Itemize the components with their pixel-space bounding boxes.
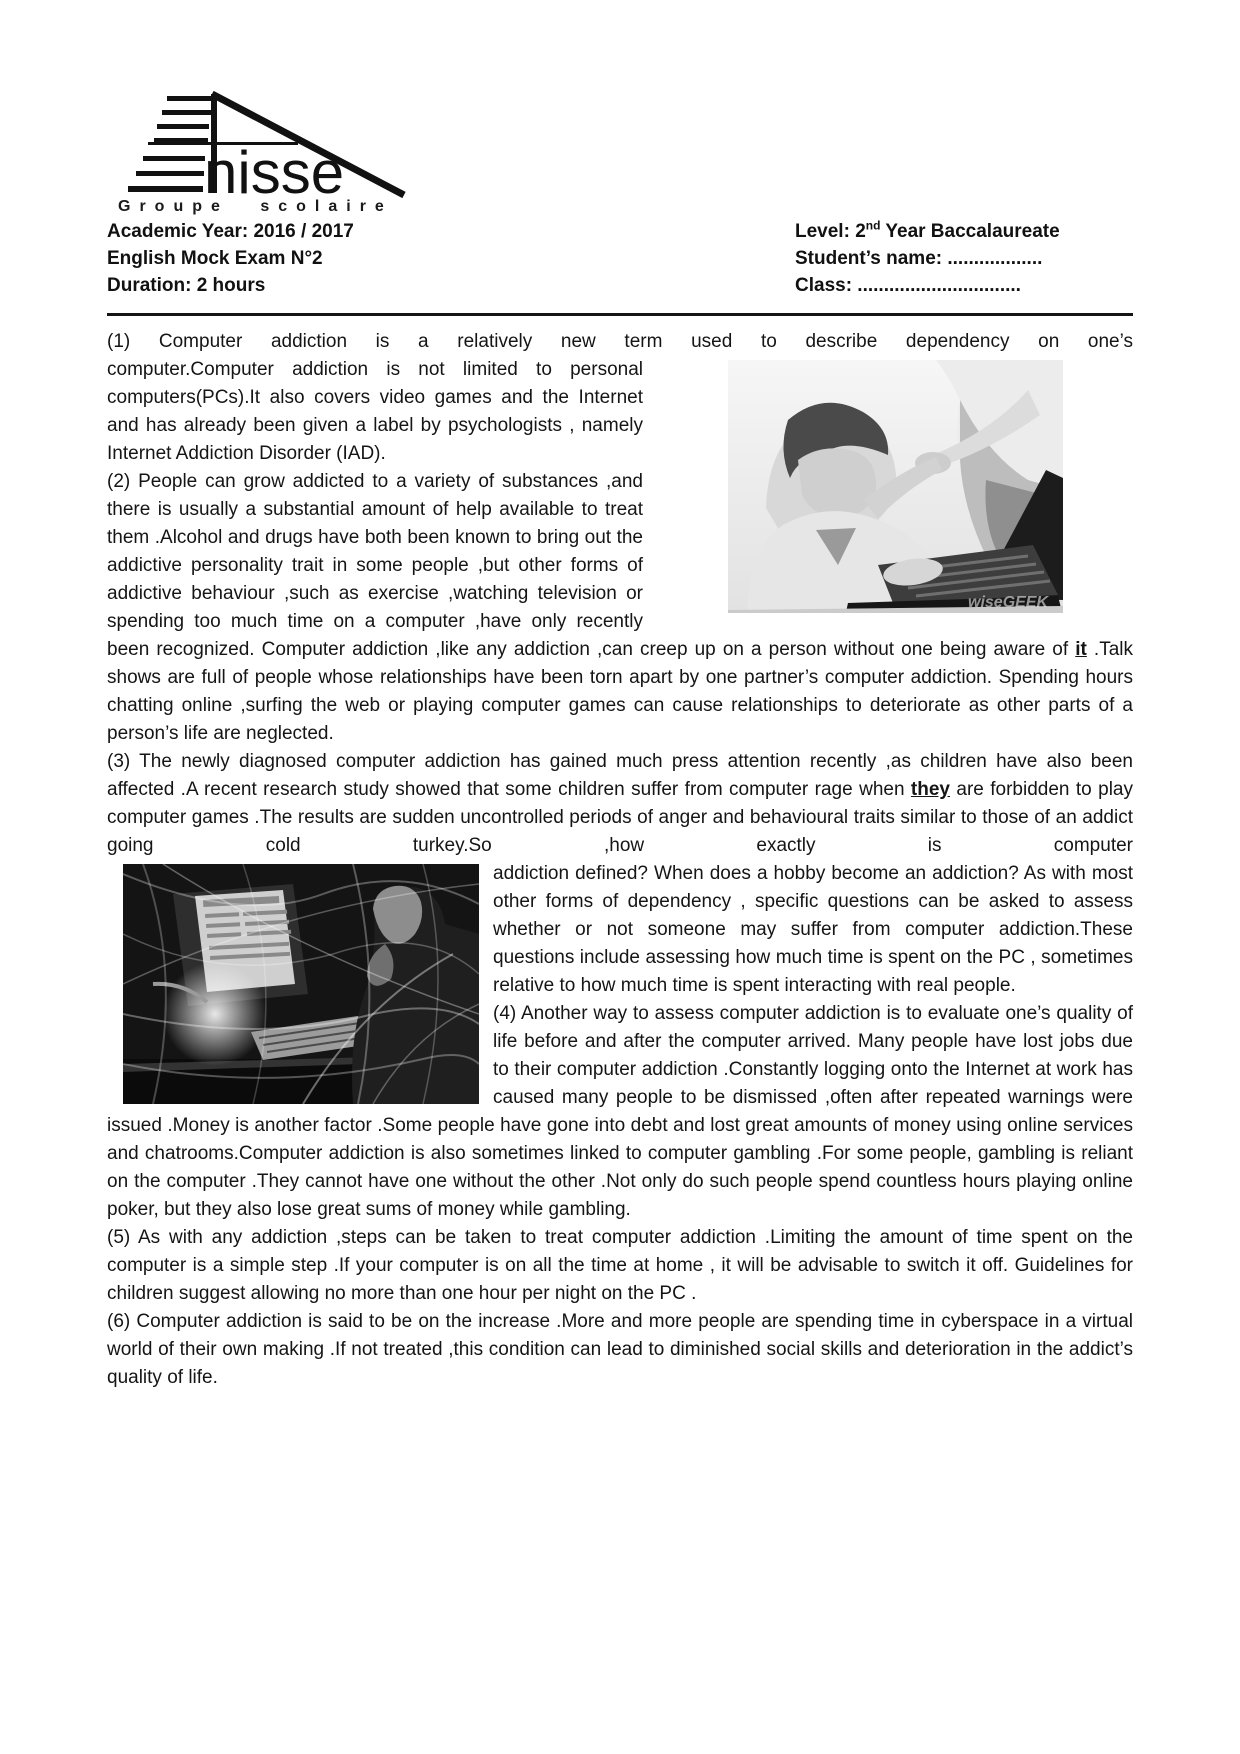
paragraph-6: (6) Computer addiction is said to be on the increase .More and more people are spending time in cyberspace in a virtual world of their own making .If not treated ,this condition can lead to diminished social skills and deterioration in the addict’s quality of life. bbox=[107, 1311, 1133, 1388]
level-line: Level: 2nd Year Baccalaureate bbox=[795, 218, 1060, 242]
paragraph-5: (5) As with any addiction ,steps can be taken to treat computer addiction .Limiting the amount of time spent on the computer is a simple step .If your computer is on all the time at home , it will be advisable to switch it off. Guidelines for children suggest allowing no more than one hour per night on the PC . bbox=[107, 1227, 1133, 1304]
header-divider-rule bbox=[107, 313, 1133, 316]
paragraph-3-lead: (3) The newly diagnosed computer addiction has gained much press attention recently ,as children have also been affected .A recent research study showed that some children suffer from computer rage when they are forbidden to play computer games .The results are sudden uncontrolled periods of anger and behavioural traits similar to those of an addict going cold turkey.So ,how exactly is computer bbox=[107, 751, 1133, 856]
logo-brand-text: nisse bbox=[204, 139, 345, 206]
boy-laptop-photo bbox=[728, 360, 1063, 613]
paragraph-1-rest: computer.Computer addiction is not limited to personal computers(PCs).It also covers video games and the Internet and has already been given a label by psychologists , namely Internet Addiction Disorder (IAD). bbox=[107, 359, 643, 464]
underlined-they: they bbox=[910, 779, 950, 800]
wrap-block-1 bbox=[107, 356, 1133, 748]
ordinal-superscript: nd bbox=[865, 218, 881, 233]
header-left-block bbox=[107, 218, 354, 299]
paragraph-1-lead: (1) Computer addiction is a relatively new term used to describe dependency on one’s bbox=[107, 331, 1133, 352]
underlined-it: it bbox=[1075, 639, 1087, 660]
paragraph-4: (4) Another way to assess computer addiction is to evaluate one’s quality of life before and after the computer arrived. Many people have lost jobs due to their computer addiction .Constantly logging onto the Internet at work has caused many people to be dismissed ,often after repeated warnings were issued .Money is another factor .Some people have gone into debt and lost great amounts of money using online services and chatrooms.Computer addiction is also sometimes linked to computer gambling .For some people, gambling is reliant on the computer .They cannot have one without the other .Not only do such people spend countless hours playing online poker, but they also lose great sums of money while gambling. bbox=[107, 1003, 1133, 1220]
wrap-block-2 bbox=[107, 860, 1133, 1224]
logo-subtitle: Groupe scolaire bbox=[118, 198, 393, 215]
anisse-logo-graphic bbox=[112, 83, 422, 213]
header-right-block bbox=[795, 218, 1060, 299]
academic-year-line: Academic Year: 2016 / 2017 bbox=[107, 221, 354, 242]
student-name-line: Student’s name: .................. bbox=[795, 248, 1043, 269]
exam-title-line: English Mock Exam N°2 bbox=[107, 248, 323, 269]
class-line: Class: ............................... bbox=[795, 275, 1021, 296]
school-logo bbox=[112, 83, 422, 216]
reading-passage bbox=[107, 328, 1133, 1392]
paragraph-3-rest: addiction defined? When does a hobby become an addiction? As with most other forms of dependency , specific questions can be asked to assess whether or not someone may suffer from computer addiction.These questions include assessing how much time is spent on the PC , sometimes relative to how much time is spent interacting with real people. bbox=[493, 863, 1133, 996]
cobweb-computer-photo bbox=[123, 864, 479, 1104]
duration-line: Duration: 2 hours bbox=[107, 275, 266, 296]
paragraph-2: (2) People can grow addicted to a variety of substances ,and there is usually a substantial amount of help available to treat them .Alcohol and drugs have both been known to bring out the addictive personality trait in some people ,but other forms of addictive behaviour ,such as exercise ,watching television or spending too much time on a computer ,have only recently been recognized. Computer addiction ,like any addiction ,can creep up on a person without one being aware of it .Talk shows are full of people whose relationships have been torn apart by one partner’s computer addiction. Spending hours chatting online ,surfing the web or playing computer games can cause relationships to deteriorate as other parts of a person’s life are neglected. bbox=[107, 471, 1133, 744]
photo1-watermark: wiseGEEK bbox=[968, 594, 1049, 611]
